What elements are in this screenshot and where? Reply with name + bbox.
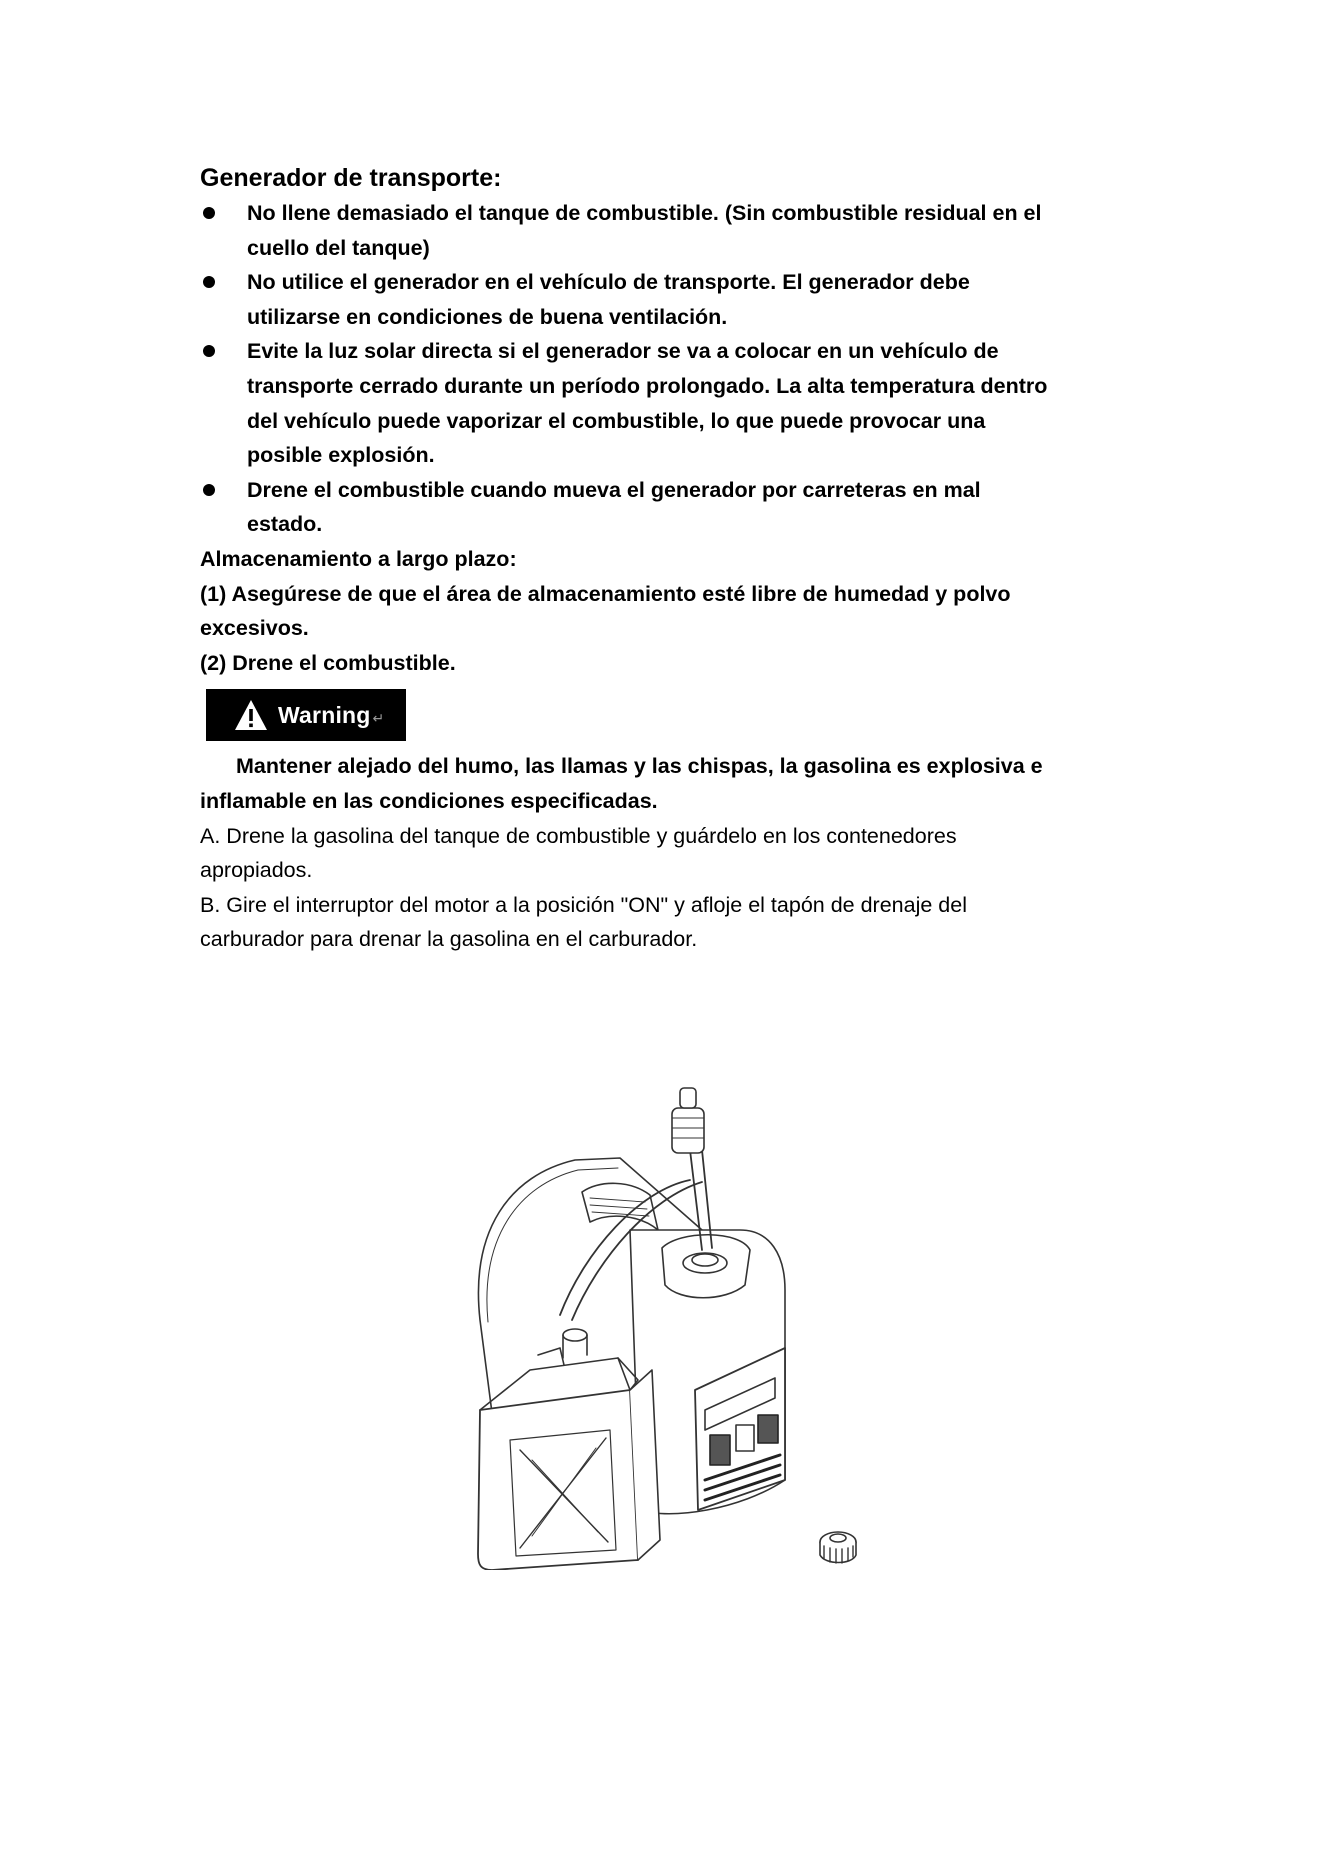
bullet-item — [200, 334, 1130, 472]
warning-text — [200, 749, 1130, 818]
bullet-line: cuello del tanque) — [247, 235, 430, 260]
storage-step-1-cont: excesivos. — [200, 616, 309, 641]
bullet-line: transporte cerrado durante un período prolongado. La alta temperatura dentro — [247, 373, 1048, 398]
bullet-dot-icon — [203, 345, 215, 357]
bullet-item — [200, 196, 1130, 265]
step-a-line: apropiados. — [200, 858, 313, 883]
step-b — [200, 888, 1130, 957]
bullet-line: utilizarse en condiciones de buena ventilación. — [247, 304, 728, 329]
fuel-can — [478, 1390, 638, 1570]
step-a — [200, 819, 1130, 888]
bullet-line: Evite la luz solar directa si el generador se va a colocar en un vehículo de — [247, 339, 999, 364]
bullet-dot-icon — [203, 207, 215, 219]
transport-bullet-list — [200, 196, 1130, 542]
drain-cap-icon — [820, 1532, 856, 1563]
bullet-dot-icon — [203, 484, 215, 496]
warning-text-line: Mantener alejado del humo, las llamas y las chispas, la gasolina es explosiva e — [236, 754, 1043, 779]
step-b-line: B. Gire el interruptor del motor a la posición "ON" y afloje el tapón de drenaje del — [200, 892, 967, 917]
storage-step-1: (1) Asegúrese de que el área de almacenamiento esté libre de humedad y polvo — [200, 581, 1011, 606]
warning-triangle-icon — [234, 699, 268, 731]
bullet-line: No utilice el generador en el vehículo de transporte. El generador debe — [247, 270, 970, 295]
storage-step-2: (2) Drene el combustible. — [200, 650, 456, 675]
bullet-line: del vehículo puede vaporizar el combustible, lo que puede provocar una — [247, 408, 986, 433]
transport-section-title: Generador de transporte: — [200, 164, 502, 192]
bullet-line: estado. — [247, 512, 323, 537]
return-mark: ↵ — [372, 709, 385, 726]
bullet-line: No llene demasiado el tanque de combustible. (Sin combustible residual en el — [247, 201, 1042, 225]
bullet-line: posible explosión. — [247, 443, 435, 468]
step-b-line: carburador para drenar la gasolina en el carburador. — [200, 927, 698, 952]
bullet-dot-icon — [203, 276, 215, 288]
warning-badge — [206, 689, 406, 741]
warning-text-line: inflamable en las condiciones especificadas. — [200, 788, 658, 813]
manual-page — [200, 160, 1130, 957]
bullet-line: Drene el combustible cuando mueva el generador por carreteras en mal — [247, 477, 981, 502]
warning-label: Warning — [278, 701, 371, 728]
storage-section-title: Almacenamiento a largo plazo: — [200, 546, 517, 571]
generator-draining-fuel-illustration — [440, 1080, 920, 1570]
step-a-line: A. Drene la gasolina del tanque de combustible y guárdelo en los contenedores — [200, 823, 957, 848]
bullet-item — [200, 265, 1130, 334]
bullet-item — [200, 473, 1130, 542]
